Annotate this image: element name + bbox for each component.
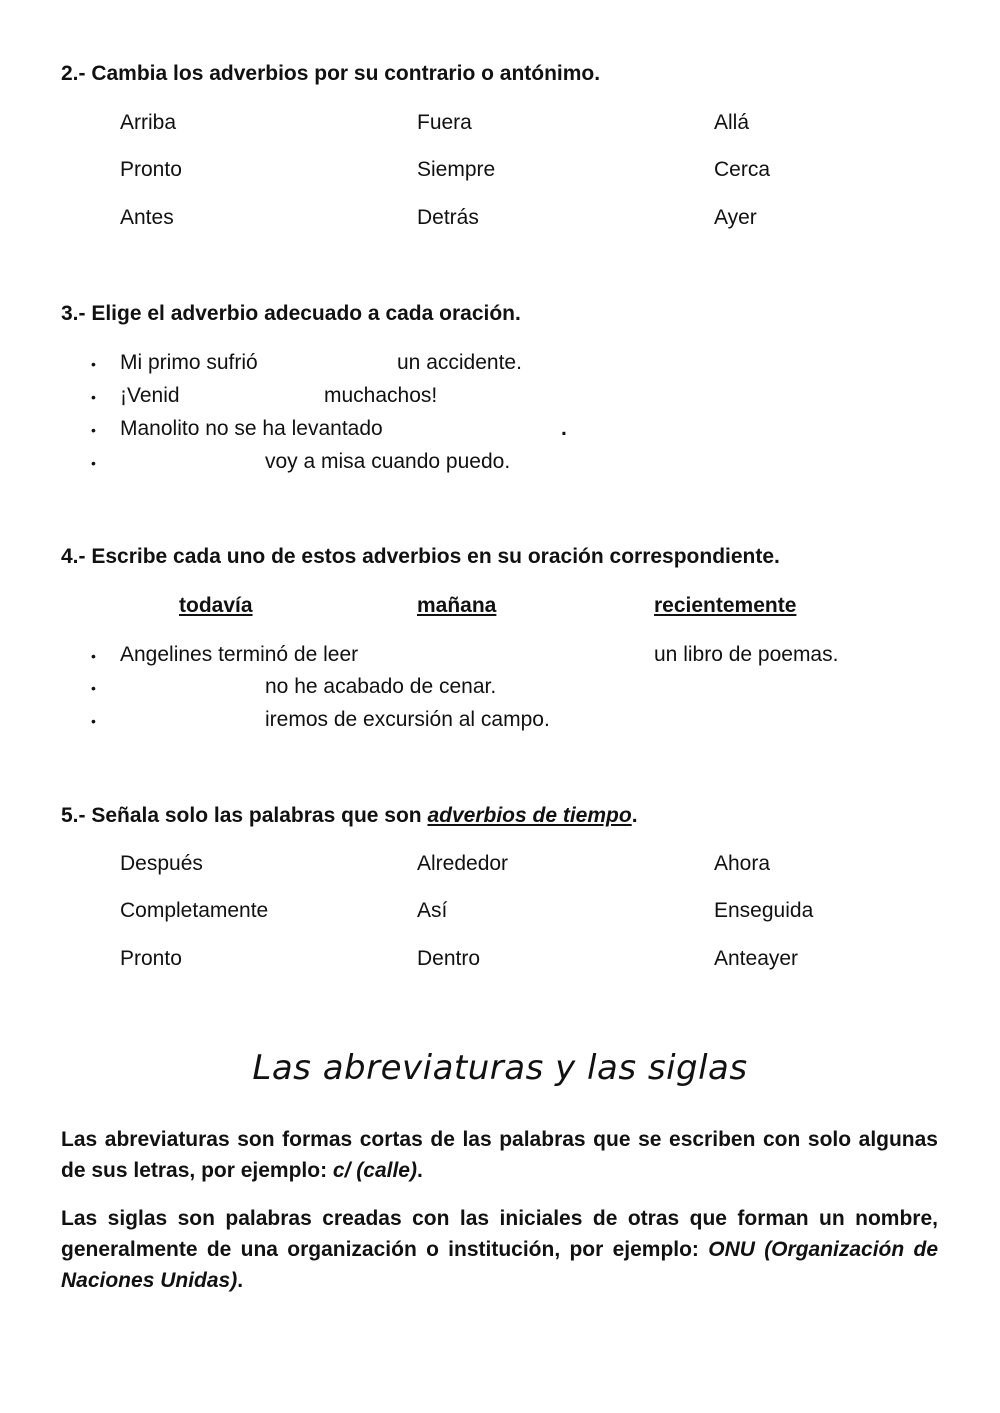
bullet-icon: • [91, 389, 96, 405]
bullet-icon: • [91, 680, 96, 696]
ex5-word[interactable]: Dentro [417, 947, 481, 970]
ex2-word[interactable]: Arriba [120, 111, 177, 134]
p2-text: Las siglas son palabras creadas con las iniciales de otras que forman un nombre, generalmente de una organización o institución, por ejemplo: [61, 1207, 938, 1261]
ex4-sentence-start: Angelines terminó de leer [120, 643, 359, 666]
p2-end: . [237, 1269, 244, 1292]
ex2-word[interactable]: Cerca [714, 158, 771, 181]
ex4-option[interactable]: recientemente [654, 594, 797, 617]
ex3-sentence-start: Mi primo sufrió [120, 351, 258, 374]
ex2-word[interactable]: Allá [714, 111, 750, 134]
ex3-sentence-end: voy a misa cuando puedo. [265, 450, 511, 473]
section-title: Las abreviaturas y las siglas [252, 1048, 748, 1088]
ex5-word[interactable]: Completamente [120, 899, 269, 922]
ex3-sentence-start: ¡Venid [120, 384, 180, 407]
bullet-icon: • [91, 648, 96, 664]
p1-end: . [416, 1159, 423, 1182]
ex4-sentence-end: no he acabado de cenar. [265, 675, 497, 698]
ex5-word[interactable]: Enseguida [714, 899, 814, 922]
ex3-sentence-end: . [561, 417, 567, 440]
bullet-icon: • [91, 455, 96, 471]
ex5-heading-prefix: 5.- Señala solo las palabras que son [61, 804, 428, 827]
abbreviations-paragraph [61, 1124, 938, 1186]
ex3-sentence-start: Manolito no se ha levantado [120, 417, 383, 440]
ex5-word[interactable]: Anteayer [714, 947, 799, 970]
bullet-icon: • [91, 713, 96, 729]
ex3-sentence-end: muchachos! [324, 384, 438, 407]
ex2-word[interactable]: Siempre [417, 158, 496, 181]
ex2-word[interactable]: Fuera [417, 111, 472, 134]
ex5-word[interactable]: Ahora [714, 852, 771, 875]
exercise-2-heading: 2.- Cambia los adverbios por su contrario o antónimo. [61, 62, 601, 85]
ex5-heading-suffix: . [631, 804, 638, 827]
ex2-word[interactable]: Detrás [417, 206, 479, 229]
ex3-sentence-end: un accidente. [397, 351, 522, 374]
ex5-word[interactable]: Alrededor [417, 852, 509, 875]
acronyms-paragraph [61, 1203, 938, 1296]
ex5-word[interactable]: Así [417, 899, 448, 922]
p1-text: Las abreviaturas son formas cortas de las palabras que se escriben con solo algunas de sus letras, por ejemplo: [61, 1128, 938, 1182]
exercise-3-heading: 3.- Elige el adverbio adecuado a cada oración. [61, 302, 521, 325]
ex4-sentence-end: un libro de poemas. [654, 643, 839, 666]
bullet-icon: • [91, 356, 96, 372]
ex5-word[interactable]: Después [120, 852, 203, 875]
p2-example: ONU (Organización de Naciones Unidas) [61, 1238, 939, 1292]
ex4-sentence-end: iremos de excursión al campo. [265, 708, 550, 731]
bullet-icon: • [91, 422, 96, 438]
p1-example: c/ (calle) [332, 1159, 417, 1182]
ex4-option[interactable]: mañana [417, 594, 497, 617]
ex4-option[interactable]: todavía [179, 594, 253, 617]
ex5-heading-emphasis: adverbios de tiempo [427, 804, 632, 827]
ex5-word[interactable]: Pronto [120, 947, 182, 970]
exercise-5-heading [61, 804, 638, 828]
ex2-word[interactable]: Antes [120, 206, 174, 229]
ex2-word[interactable]: Pronto [120, 158, 182, 181]
ex2-word[interactable]: Ayer [714, 206, 757, 229]
exercise-4-heading: 4.- Escribe cada uno de estos adverbios en su oración correspondiente. [61, 545, 780, 568]
